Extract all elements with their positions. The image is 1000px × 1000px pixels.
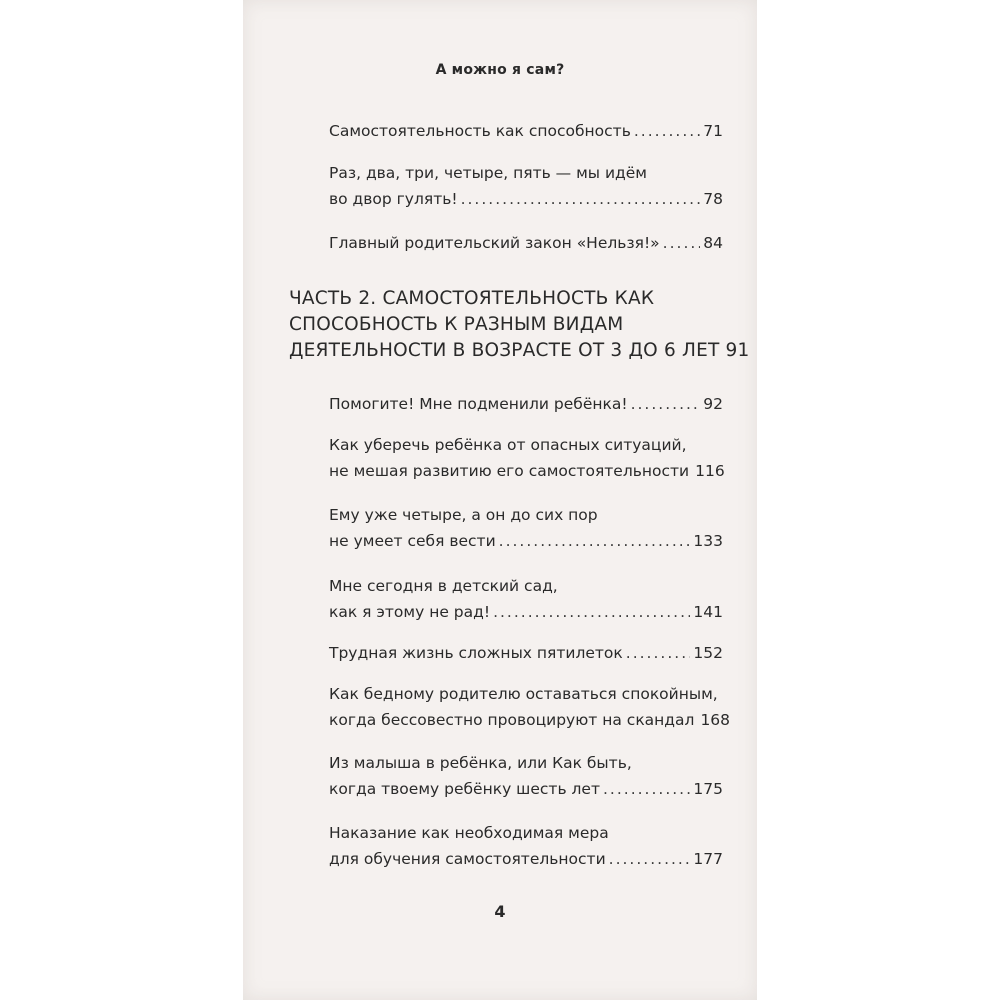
dot-leader xyxy=(631,391,701,417)
part-heading xyxy=(289,286,750,364)
toc-page-number: 168 xyxy=(700,711,731,729)
page-number: 4 xyxy=(494,902,506,921)
toc-entry xyxy=(329,681,731,733)
dot-leader xyxy=(493,599,690,625)
part-heading-line: ДЕЯТЕЛЬНОСТИ В ВОЗРАСТЕ ОТ 3 ДО 6 ЛЕТ xyxy=(289,340,720,361)
book-page xyxy=(243,0,757,1000)
toc-page-number: 152 xyxy=(693,644,723,662)
toc-entry-title: Наказание как необходимая мера xyxy=(329,824,609,842)
dot-leader xyxy=(461,186,701,212)
toc-page-number: 91 xyxy=(725,340,750,361)
toc-entry-title: не мешая развитию его самостоятельности xyxy=(329,462,690,480)
toc-entry-title: Раз, два, три, четыре, пять — мы идём xyxy=(329,164,647,182)
dot-leader xyxy=(499,528,691,554)
toc-entry xyxy=(329,750,723,802)
toc-page-number: 175 xyxy=(693,780,723,798)
toc-entry xyxy=(329,391,723,417)
dot-leader xyxy=(626,640,691,666)
toc-entry xyxy=(329,118,723,144)
toc-entry-title: не умеет себя вести xyxy=(329,532,496,550)
toc-entry-title: Трудная жизнь сложных пятилеток xyxy=(329,644,623,662)
toc-entry-title: когда твоему ребёнку шесть лет xyxy=(329,780,600,798)
toc-entry-title: Из малыша в ребёнка, или Как быть, xyxy=(329,754,632,772)
dot-leader xyxy=(609,846,691,872)
toc-entry xyxy=(329,502,723,554)
toc-page-number: 177 xyxy=(693,850,723,868)
toc-page-number: 71 xyxy=(703,122,723,140)
toc-page-number: 92 xyxy=(703,395,723,413)
toc-entry xyxy=(329,573,723,625)
toc-entry-title: Как бедному родителю оставаться спокойным, xyxy=(329,685,718,703)
toc-entry-title: Главный родительский закон «Нельзя!» xyxy=(329,234,660,252)
toc-entry-title: во двор гулять! xyxy=(329,190,458,208)
toc-page-number: 78 xyxy=(703,190,723,208)
toc-entry-title: Помогите! Мне подменили ребёнка! xyxy=(329,395,628,413)
running-header: А можно я сам? xyxy=(435,62,565,78)
toc-page-number: 133 xyxy=(693,532,723,550)
toc-entry xyxy=(329,820,723,872)
toc-page-number: 84 xyxy=(703,234,723,252)
dot-leader xyxy=(663,230,701,256)
toc-entry xyxy=(329,432,723,484)
toc-entry-title: Самостоятельность как способность xyxy=(329,122,631,140)
dot-leader xyxy=(603,776,690,802)
toc-entry xyxy=(329,160,723,212)
dot-leader xyxy=(634,118,700,144)
toc-entry xyxy=(329,640,723,666)
toc-page-number: 141 xyxy=(693,603,723,621)
toc-entry-title: когда бессовестно провоцируют на скандал xyxy=(329,711,695,729)
toc-entry-title: для обучения самостоятельности xyxy=(329,850,606,868)
toc-entry-title: как я этому не рад! xyxy=(329,603,491,621)
part-heading-line: СПОСОБНОСТЬ К РАЗНЫМ ВИДАМ xyxy=(289,314,624,335)
toc-entry-title: Мне сегодня в детский сад, xyxy=(329,577,558,595)
toc-entry xyxy=(329,230,723,256)
toc-page-number: 116 xyxy=(695,462,725,480)
part-heading-line: ЧАСТЬ 2. САМОСТОЯТЕЛЬНОСТЬ КАК xyxy=(289,288,655,309)
toc-entry-title: Как уберечь ребёнка от опасных ситуаций, xyxy=(329,436,687,454)
toc-entry-title: Ему уже четыре, а он до сих пор xyxy=(329,506,598,524)
